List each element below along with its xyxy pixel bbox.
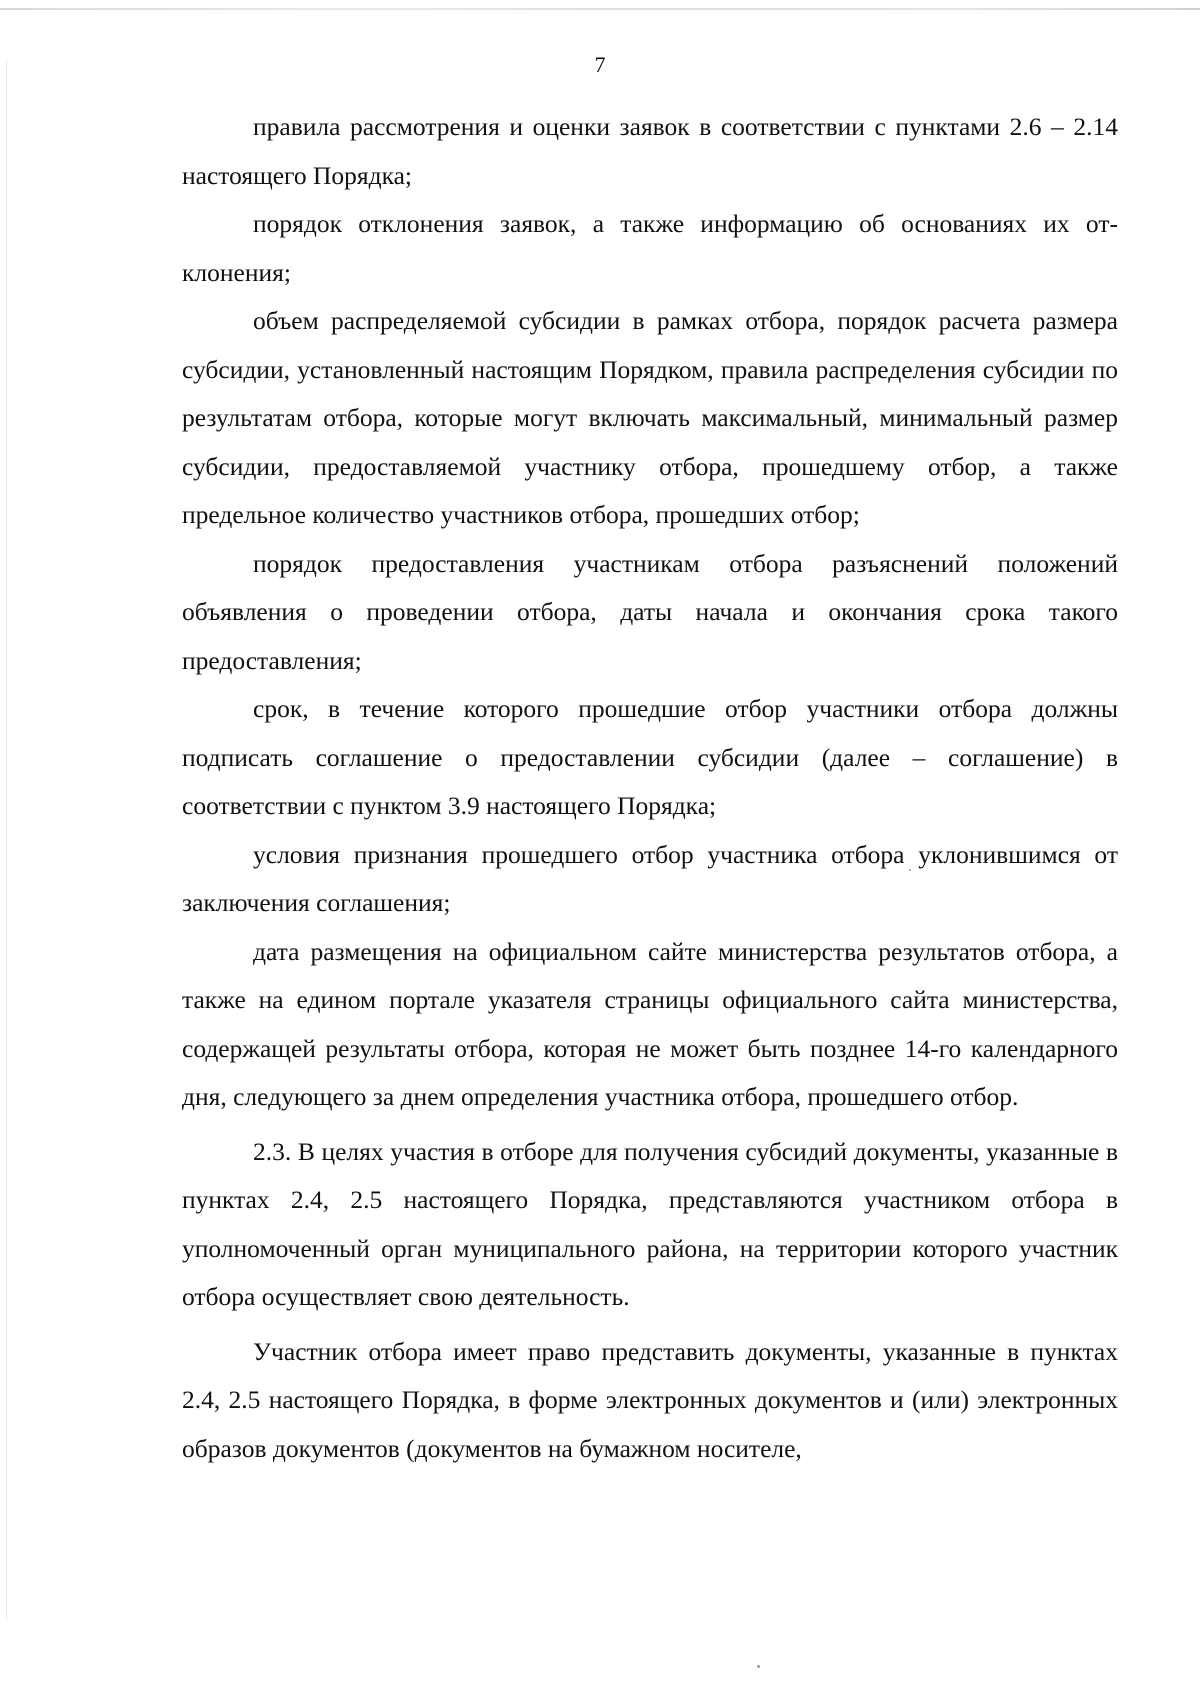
page-number: 7 <box>594 52 606 77</box>
document-body <box>182 103 1118 1473</box>
scan-speck <box>757 1665 760 1668</box>
paragraph: порядок предоставления участникам отбора разъяснений положений объявления о проведении отбора, даты начала и окончания срока такого предоставления; <box>182 548 1118 675</box>
paragraph: условия признания прошедшего отбор участника отбора уклонившимся от заключения соглашения; <box>182 839 1118 917</box>
paragraph: правила рассмотрения и оценки заявок в соответствии с пунктами 2.6 – 2.14 настоящего Порядка; <box>182 112 1118 190</box>
scan-speck <box>909 869 911 871</box>
paragraph: дата размещения на официальном сайте министерства результатов отбора, а также на едином портале указателя страницы официального сайта министерства, содержащей результаты отбора, которая не может быть позднее 14-го календарного дня, следующего за днем определения участника отбора, прошедшего отбор. <box>182 936 1118 1111</box>
scan-edge-left <box>6 60 7 1620</box>
paragraph: Участник отбора имеет право представить документы, указанные в пунктах 2.4, 2.5 настоящего Порядка, в форме электронных документов и (или) электронных образов документов (документов на бумажном носителе, <box>182 1336 1118 1463</box>
scan-edge-top <box>0 8 1200 10</box>
paragraph: 2.3. В целях участия в отборе для получения субсидий документы, указанные в пунктах 2.4, 2.5 настоящего Порядка, представляются участником отбора в уполномоченный орган муниципального района, на территории которого участник отбора осуществляет свою деятельность. <box>182 1136 1118 1311</box>
paragraph: порядок отклонения заявок, а также информацию об основаниях их отклонения; <box>182 209 1118 287</box>
paragraph: срок, в течение которого прошедшие отбор участники отбора должны подписать соглашение о предоставлении субсидии (далее – соглашение) в соответствии с пунктом 3.9 настоящего Порядка; <box>182 694 1118 820</box>
paragraph: объем распределяемой субсидии в рамках отбора, порядок расчета размера субсидии, установленный настоящим Порядком, правила распределения субсидии по результатам отбора, которые могут включать максимальный, минимальный размер субсидии, предоставляемой участнику отбора, прошедшему отбор, а также предельное количество участников отбора, прошедших отбор; <box>182 306 1118 529</box>
